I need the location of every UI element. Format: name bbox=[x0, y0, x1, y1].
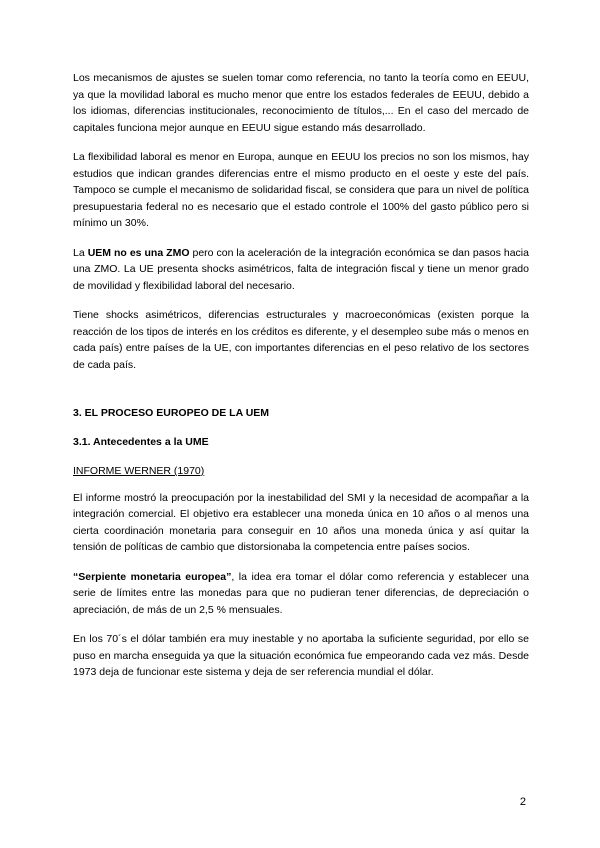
paragraph-uem-bold: UEM no es una ZMO bbox=[87, 246, 190, 259]
paragraph-serpiente-rest: , la idea era tomar el dólar como referencia y establecer una serie de límites entre las monedas para que no pudieran tener diferencias, de depreciación o apreciación, de más de un 2,5 % mensuales. bbox=[73, 570, 529, 616]
paragraph-uem-zmo bbox=[73, 245, 529, 295]
paragraph-shocks: Tiene shocks asimétricos, diferencias estructurales y macroeconómicas (existen porque la reacción de los tipos de interés en los créditos es diferente, y el desempleo sube más o menos en cada país) entre países de la UE, con importantes diferencias en el peso relativo de los sectores de cada país. bbox=[73, 309, 529, 371]
section-heading: 3. EL PROCESO EUROPEO DE LA UEM bbox=[73, 407, 270, 419]
paragraph-flexibilidad: La flexibilidad laboral es menor en Europa, aunque en EEUU los precios no son los mismos, hay estudios que indican grandes diferencias entre el mismo producto en el oeste y este del país. Tampoco se cumple el mecanismo de solidaridad fiscal, se considera que para un nivel de política presupuestaria federal no es necesario que el estado controle el 100% del gasto público pero si mínimo un 30%. bbox=[73, 151, 529, 229]
paragraph-uem-rest: pero con la aceleración de la integración económica se dan pasos hacia una ZMO. La UE presenta shocks asimétricos, falta de integración fiscal y tiene un menor grado de movilidad y flexibilidad laboral del necesario. bbox=[73, 246, 529, 292]
paragraph-serpiente-bold: “Serpiente monetaria europea” bbox=[73, 570, 232, 583]
spacer bbox=[73, 386, 529, 405]
paragraph-informe: El informe mostró la preocupación por la inestabilidad del SMI y la necesidad de acompañar a la integración comercial. El objetivo era establecer una moneda única en 10 años o al menos una cierta coordinación monetaria para conseguir en 10 años una moneda única y así quitar la tensión de políticas de cambio que distorsionaba la competencia entre países socios. bbox=[73, 491, 529, 553]
paragraph-uem-prefix: La bbox=[73, 246, 88, 259]
page-number: 2 bbox=[519, 796, 526, 808]
document-page bbox=[73, 70, 529, 694]
paragraph-ajustes: Los mecanismos de ajustes se suelen tomar como referencia, no tanto la teoría como en EEUU, ya que la movilidad laboral es mucho menor que entre los estados federales de EEUU, debido a los idiomas, diferencias institucionales, reconocimiento de títulos,... En el caso del mercado de capitales funciona mejor aunque en EEUU sigue estando más desarrollado. bbox=[73, 72, 529, 134]
paragraph-dolar: En los 70´s el dólar también era muy inestable y no aportaba la suficiente seguridad, por ello se puso en marcha enseguida ya que la situación económica fue empeorando cada vez más. Desde 1973 deja de funcionar este sistema y deja de ser referencia mundial el dólar. bbox=[73, 633, 529, 678]
subsection-heading: 3.1. Antecedentes a la UME bbox=[73, 435, 209, 448]
report-title: INFORME WERNER (1970) bbox=[73, 465, 205, 477]
paragraph-serpiente bbox=[73, 569, 529, 619]
